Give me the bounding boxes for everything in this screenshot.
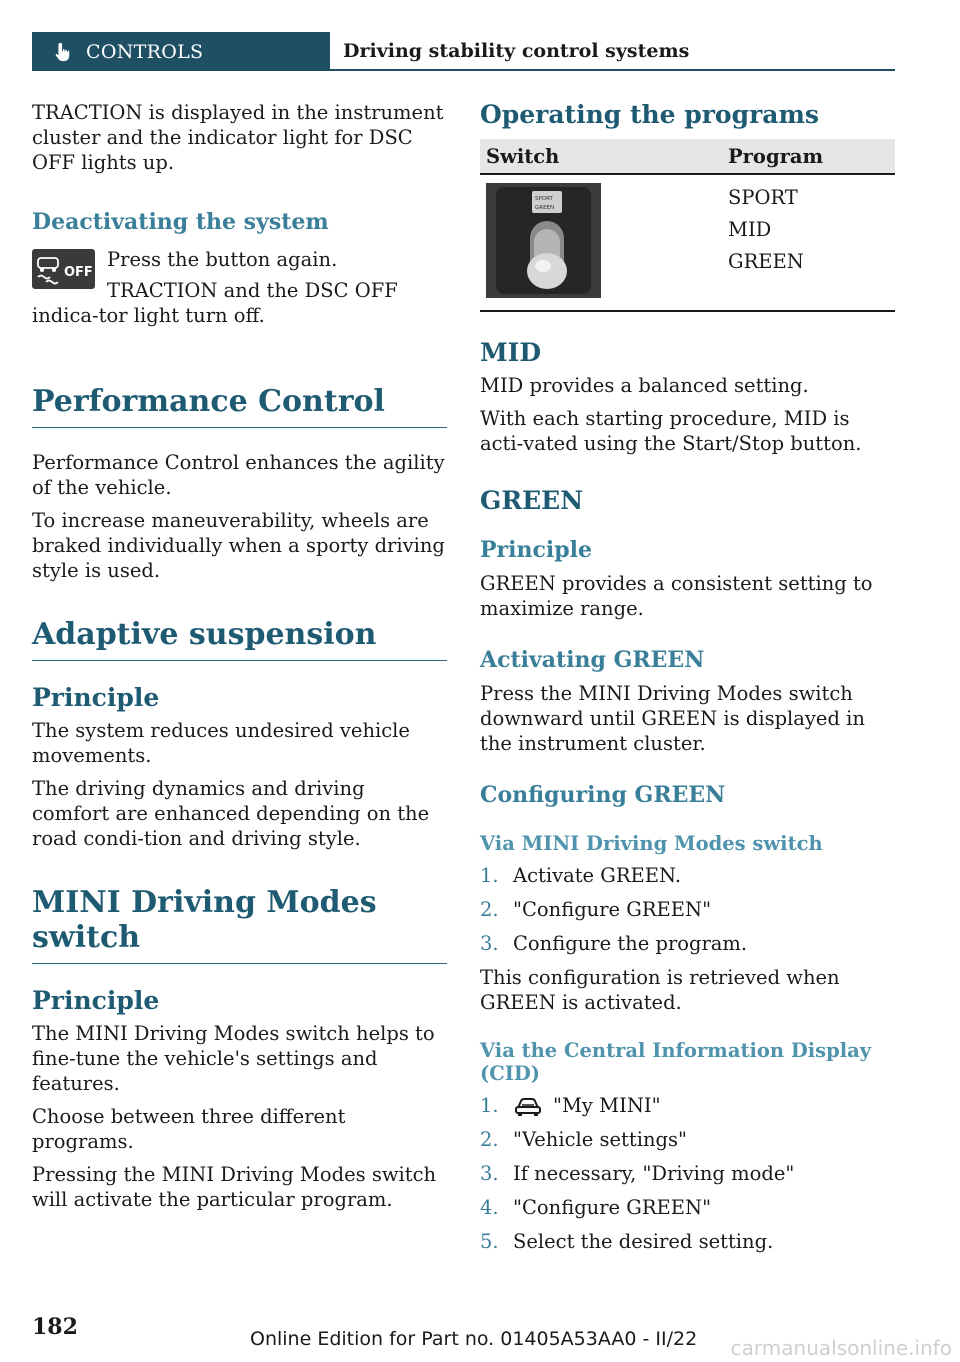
svg-text:OFF: OFF — [64, 265, 93, 280]
adaptive-heading: Adaptive suspension — [32, 617, 447, 661]
adaptive-p1: The system reduces undesired vehicle movements. — [32, 719, 410, 767]
modes-heading: MINI Driving Modes switch — [32, 885, 447, 964]
switch-column-header: Switch — [480, 139, 722, 174]
program-column-header: Program — [722, 139, 895, 174]
deactivating-heading: Deactivating the system — [32, 209, 329, 235]
page-header — [32, 32, 895, 71]
list-item: 1. Activate GREEN. — [480, 864, 682, 887]
activating-green-heading: Activating GREEN — [480, 647, 705, 673]
mid-p2: With each starting procedure, MID is acti-vated using the Start/Stop button. — [480, 407, 862, 455]
section-label: CONTROLS — [86, 40, 204, 63]
list-item: 3. Configure the program. — [480, 932, 748, 955]
green-heading: GREEN — [480, 486, 584, 515]
green-principle-text: GREEN provides a consistent setting to maximize range. — [480, 572, 873, 620]
list-item: 2. "Vehicle settings" — [480, 1128, 687, 1151]
modes-principle-heading: Principle — [32, 986, 160, 1015]
left-column — [32, 100, 447, 1220]
list-item: 3. If necessary, "Driving mode" — [480, 1162, 795, 1185]
chapter-bar — [330, 32, 895, 71]
mid-heading: MID — [480, 338, 542, 367]
list-item: 1. "My MINI" — [480, 1094, 661, 1117]
deactivating-result: TRACTION and the DSC OFF indica-tor light turn off. — [32, 279, 398, 327]
driving-modes-switch-image — [486, 183, 601, 298]
intro-paragraph: TRACTION is displayed in the instrument cluster and the indicator light for DSC OFF lights up. — [32, 101, 444, 174]
adaptive-principle-heading: Principle — [32, 683, 160, 712]
retrieved-text: This configuration is retrieved when GREEN is activated. — [480, 966, 840, 1014]
deactivating-step: Press the button again. — [107, 248, 338, 271]
section-tab — [32, 32, 330, 71]
dsc-off-icon — [32, 249, 95, 289]
list-item: 4. "Configure GREEN" — [480, 1196, 712, 1219]
via-switch-heading: Via MINI Driving Modes switch — [480, 832, 823, 855]
programs-table — [480, 139, 895, 312]
via-cid-heading: Via the Central Information Display (CID) — [480, 1039, 872, 1085]
svg-text:GREEN: GREEN — [535, 205, 555, 211]
modes-p2: Choose between three different programs. — [32, 1105, 346, 1153]
svg-text:SPORT: SPORT — [535, 196, 553, 202]
program-green: GREEN — [728, 250, 804, 273]
modes-p3: Pressing the MINI Driving Modes switch will activate the particular program. — [32, 1163, 437, 1211]
hand-pointer-icon — [52, 41, 74, 63]
table-row — [480, 174, 895, 311]
mid-p1: MID provides a balanced setting. — [480, 374, 809, 397]
program-sport: SPORT — [728, 186, 798, 209]
program-cell — [722, 174, 895, 311]
modes-p1: The MINI Driving Modes switch helps to fine-tune the vehicle's settings and features. — [32, 1022, 435, 1095]
activating-green-text: Press the MINI Driving Modes switch downward until GREEN is displayed in the instrument cluster. — [480, 682, 865, 755]
program-mid: MID — [728, 218, 772, 241]
switch-cell — [480, 174, 722, 311]
list-item: 5. Select the desired setting. — [480, 1230, 774, 1253]
performance-p1: Performance Control enhances the agility of the vehicle. — [32, 451, 445, 499]
watermark: carmanualsonline.info — [730, 1336, 952, 1360]
operating-heading: Operating the programs — [480, 100, 819, 129]
chapter-title: Driving stability control systems — [343, 39, 690, 62]
adaptive-p2: The driving dynamics and driving comfort are enhanced depending on the road condi-tion and driving style. — [32, 777, 430, 850]
performance-p2: To increase maneuverability, wheels are braked individually when a sporty driving style is used. — [32, 509, 445, 582]
list-item: 2. "Configure GREEN" — [480, 898, 712, 921]
right-column — [480, 100, 895, 1263]
deactivating-block — [32, 247, 447, 384]
green-principle-heading: Principle — [480, 537, 592, 563]
via-cid-steps — [480, 1093, 895, 1254]
edition-note: Online Edition for Part no. 01405A53AA0 - II/22 — [250, 1328, 698, 1350]
dsc-car-skid-icon — [32, 249, 95, 289]
page-number: 182 — [32, 1314, 78, 1340]
via-switch-steps — [480, 863, 895, 956]
performance-heading: Performance Control — [32, 384, 447, 428]
configuring-green-heading: Configuring GREEN — [480, 782, 726, 808]
car-icon — [513, 1096, 543, 1118]
